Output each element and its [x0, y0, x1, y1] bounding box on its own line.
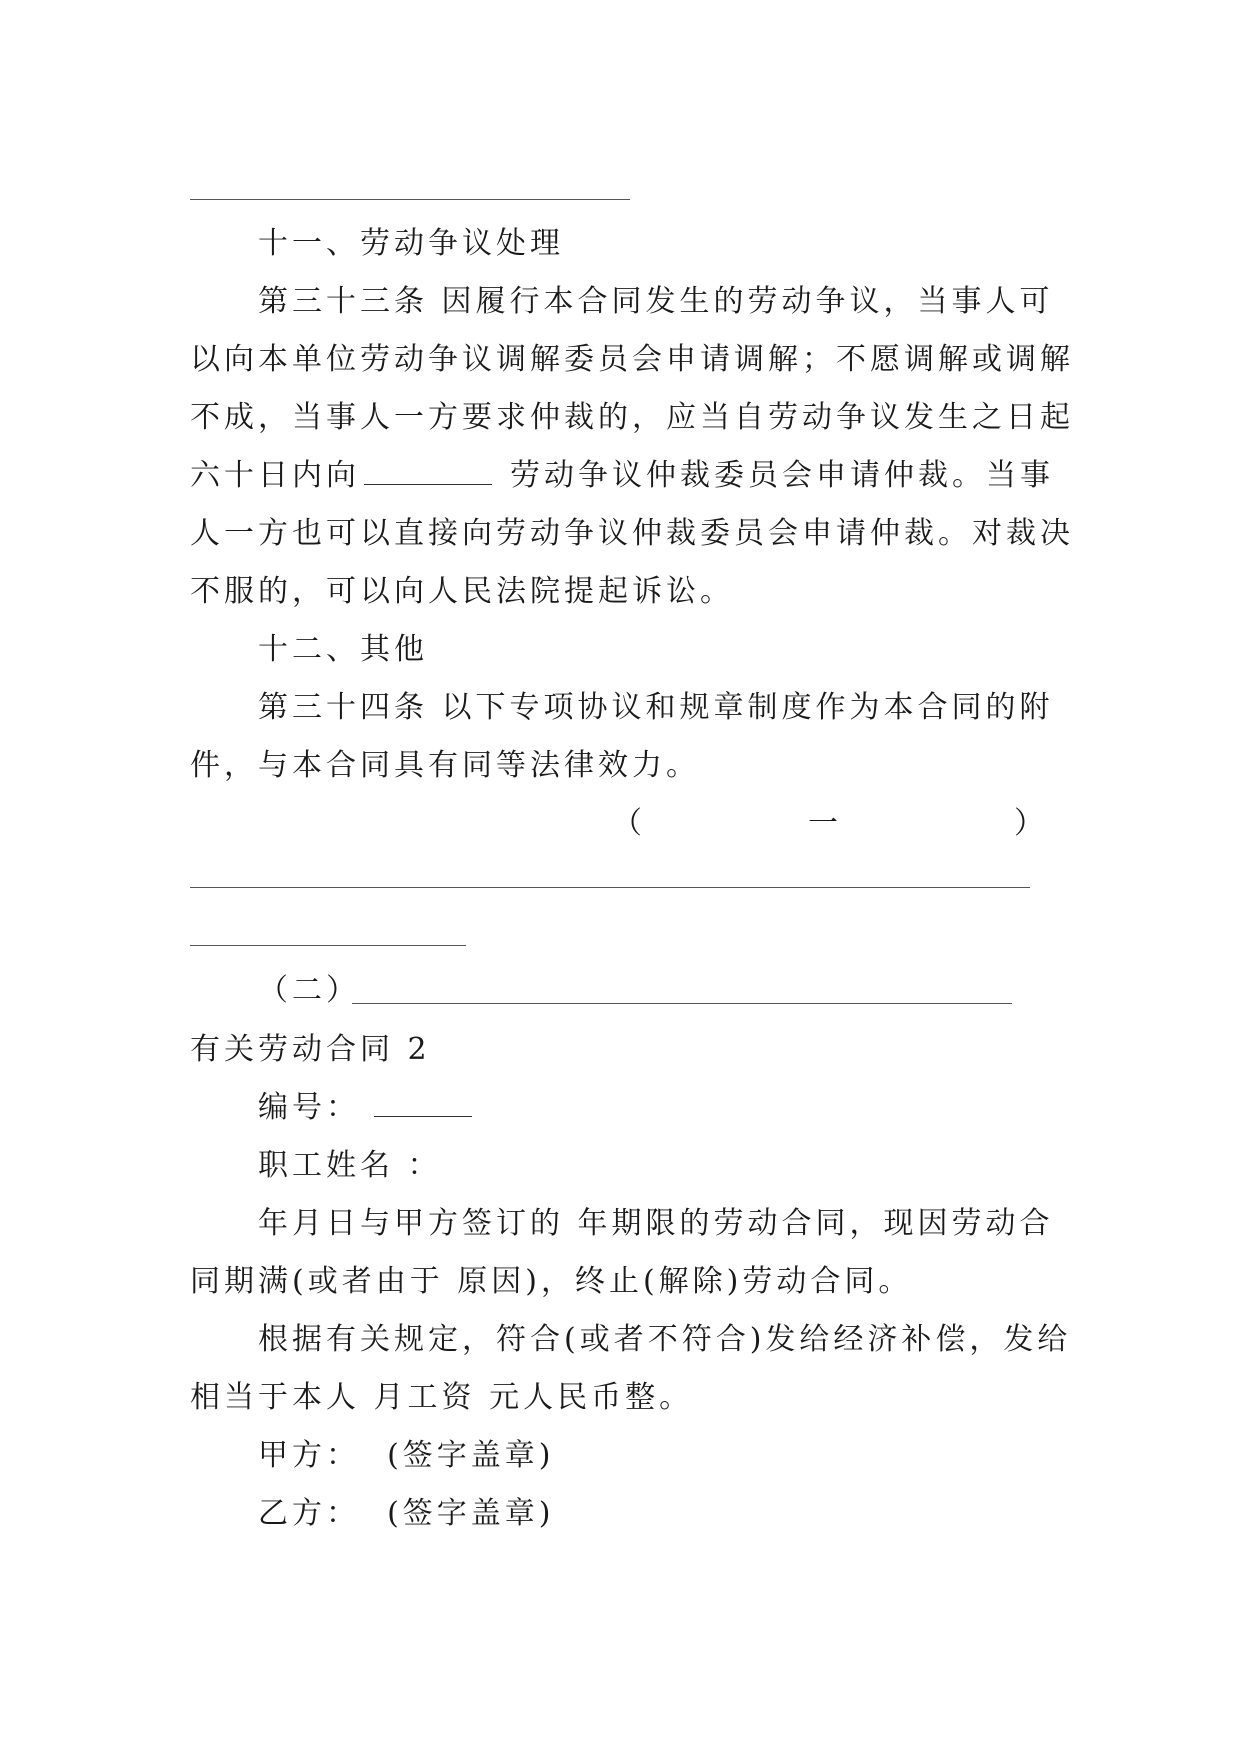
employee-name-label: 职工姓名 ： [258, 1148, 442, 1183]
article-33-line-1: 第三十三条 因履行本合同发生的劳动争议，当事人可 [258, 284, 1054, 319]
annex-item-1-blank-rule-1 [190, 887, 1030, 888]
article-33-line-3: 不成，当事人一方要求仲裁的，应当自劳动争议发生之日起 [190, 400, 1074, 435]
article-33-line-2: 以向本单位劳动争议调解委员会申请调解；不愿调解或调解 [190, 342, 1074, 377]
number-blank [374, 1090, 472, 1117]
annex-item-1-blank-rule-2 [190, 945, 466, 946]
compensation-line-1: 根据有关规定，符合(或者不符合)发给经济补偿，发给 [258, 1322, 1072, 1357]
arbitration-committee-blank [364, 458, 492, 485]
compensation-line-2: 相当于本人 月工资 元人民币整。 [190, 1380, 694, 1415]
section-11-heading: 十一、劳动争议处理 [258, 226, 564, 261]
document-title-2: 有关劳动合同 2 [190, 1032, 431, 1067]
section-12-heading: 十二、其他 [258, 632, 428, 667]
annex-item-1-number: 一 [808, 806, 842, 841]
article-33-line-4-post: 劳动争议仲裁委员会申请仲裁。当事 [510, 458, 1054, 493]
article-33-line-4 [190, 456, 1054, 496]
article-33-line-5: 人一方也可以直接向劳动争议仲裁委员会申请仲裁。对裁决 [190, 516, 1074, 551]
article-33-line-6: 不服的，可以向人民法院提起诉讼。 [190, 574, 734, 609]
article-34-line-2: 件，与本合同具有同等法律效力。 [190, 748, 700, 783]
annex-item-2-blank-rule [352, 1003, 1012, 1004]
party-a-signature: 甲方： (签字盖章) [258, 1438, 555, 1473]
article-33-line-4-pre: 六十日内向 [190, 458, 360, 493]
number-label: 编号： [258, 1090, 360, 1125]
annex-item-1-open: （ [612, 806, 646, 841]
party-b-signature: 乙方： (签字盖章) [258, 1496, 555, 1531]
annex-item-1-close: ） [1014, 806, 1048, 841]
top-blank-rule [190, 199, 630, 200]
termination-line-2: 同期满(或者由于 原因)，终止(解除)劳动合同。 [190, 1264, 913, 1299]
annex-item-2-label: （二） [258, 973, 360, 1008]
termination-line-1: 年月日与甲方签订的 年期限的劳动合同，现因劳动合 [258, 1206, 1054, 1241]
article-34-line-1: 第三十四条 以下专项协议和规章制度作为本合同的附 [258, 690, 1054, 725]
number-field [258, 1088, 472, 1128]
